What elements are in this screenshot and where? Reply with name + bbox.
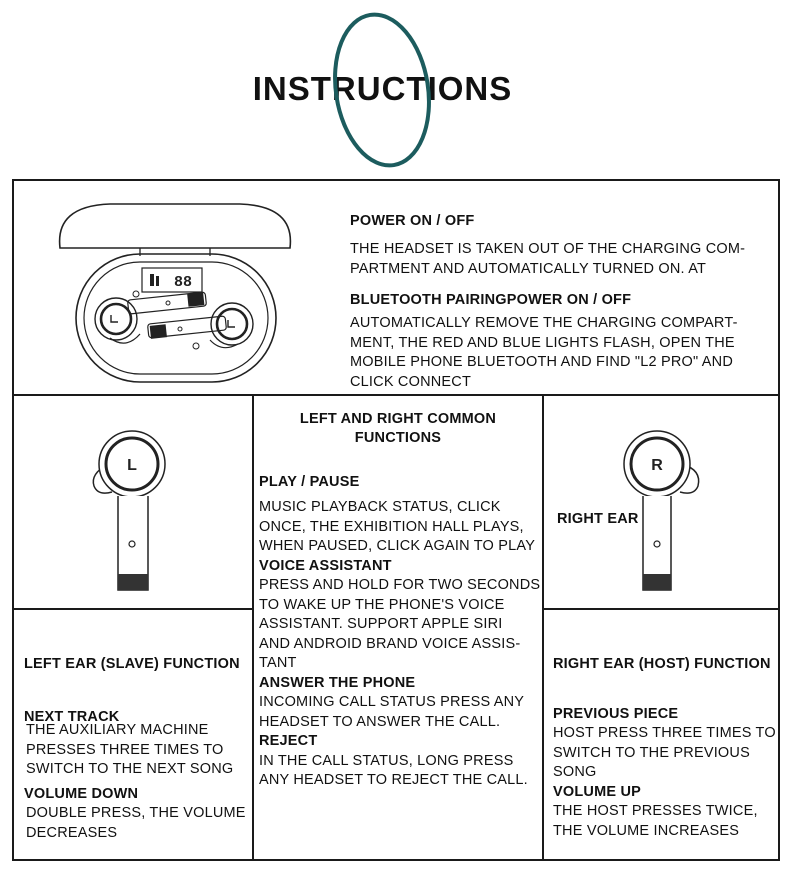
volume-up-line: THE VOLUME INCREASES: [553, 822, 740, 839]
volume-up-line: THE HOST PRESSES TWICE,: [553, 803, 758, 819]
play-line: MUSIC PLAYBACK STATUS, CLICK: [259, 499, 501, 515]
pairing-heading: BLUETOOTH PAIRINGPOWER ON / OFF: [350, 292, 632, 308]
left-function-heading: LEFT EAR (SLAVE) FUNCTION: [24, 656, 240, 672]
reject-line: IN THE CALL STATUS, LONG PRESS: [259, 752, 514, 769]
power-heading: POWER ON / OFF: [350, 213, 475, 229]
voice-line: ASSISTANT. SUPPORT APPLE SIRI: [259, 616, 503, 632]
page-title: INSTRUCTIONS: [252, 70, 513, 107]
volume-up-text: [553, 802, 777, 841]
divider: [542, 395, 544, 860]
play-line: ONCE, THE EXHIBITION HALL PLAYS,: [259, 518, 524, 535]
volume-down-text: [26, 804, 250, 843]
common-heading: [254, 410, 542, 448]
volume-down-line: DOUBLE PRESS, THE VOLUME: [26, 805, 246, 821]
power-text-line: PARTMENT AND AUTOMATICALLY TURNED ON. AT: [350, 260, 707, 277]
divider: [252, 395, 254, 860]
volume-down-heading: VOLUME DOWN: [24, 786, 139, 802]
pairing-text: [350, 314, 775, 392]
volume-up-heading: VOLUME UP: [553, 784, 641, 800]
pairing-text-line: MENT, THE RED AND BLUE LIGHTS FLASH, OPEN THE: [350, 334, 735, 351]
reject-line: ANY HEADSET TO REJECT THE CALL.: [259, 772, 528, 788]
left-bud-label: L: [127, 457, 137, 474]
play-heading: PLAY / PAUSE: [259, 474, 360, 490]
power-text: [350, 240, 775, 279]
common-heading-line: FUNCTIONS: [354, 430, 442, 446]
right-ear-label: RIGHT EAR: [557, 511, 639, 527]
answer-text: [259, 693, 541, 732]
voice-heading: VOICE ASSISTANT: [259, 557, 392, 574]
reject-heading: REJECT: [259, 733, 318, 749]
charging-case-illustration: [50, 198, 300, 388]
next-track-line: THE AUXILIARY MACHINE: [26, 722, 209, 738]
decorative-ellipse-icon: [325, 10, 445, 170]
right-bud-label: R: [651, 457, 663, 474]
next-track-heading: NEXT TRACK: [24, 709, 120, 725]
pairing-text-line: MOBILE PHONE BLUETOOTH AND FIND "L2 PRO" AND: [350, 354, 734, 370]
next-track-text: [26, 721, 250, 780]
next-track-line: SWITCH TO THE NEXT SONG: [26, 761, 234, 777]
voice-line: TANT: [259, 655, 297, 671]
voice-line: AND ANDROID BRAND VOICE ASSIS-: [259, 635, 521, 652]
play-text: [259, 498, 541, 557]
answer-heading: ANSWER THE PHONE: [259, 674, 416, 691]
play-line: WHEN PAUSED, CLICK AGAIN TO PLAY: [259, 538, 536, 554]
voice-text: [259, 576, 541, 674]
left-earbud-illustration: [86, 426, 186, 596]
next-track-line: PRESSES THREE TIMES TO: [26, 741, 224, 758]
voice-line: TO WAKE UP THE PHONE'S VOICE: [259, 596, 505, 613]
divider: [13, 608, 253, 610]
common-functions-text: [259, 474, 541, 791]
reject-text: [259, 752, 541, 791]
volume-down-line: DECREASES: [26, 824, 118, 841]
previous-piece-text: [553, 724, 777, 783]
case-display-text: 88: [174, 274, 193, 291]
voice-line: PRESS AND HOLD FOR TWO SECONDS: [259, 577, 541, 593]
common-heading-line: LEFT AND RIGHT COMMON: [299, 411, 497, 427]
previous-piece-line: HOST PRESS THREE TIMES TO: [553, 725, 776, 741]
divider: [543, 608, 779, 610]
answer-line: INCOMING CALL STATUS PRESS ANY: [259, 694, 525, 710]
power-text-line: THE HEADSET IS TAKEN OUT OF THE CHARGING COM-: [350, 241, 746, 257]
answer-line: HEADSET TO ANSWER THE CALL.: [259, 713, 501, 730]
previous-piece-line: SONG: [553, 764, 597, 780]
right-function-heading: RIGHT EAR (HOST) FUNCTION: [553, 656, 771, 672]
pairing-text-line: CLICK CONNECT: [350, 373, 472, 390]
previous-piece-heading: PREVIOUS PIECE: [553, 706, 679, 722]
previous-piece-line: SWITCH TO THE PREVIOUS: [553, 744, 750, 761]
pairing-text-line: AUTOMATICALLY REMOVE THE CHARGING COMPART-: [350, 315, 738, 331]
